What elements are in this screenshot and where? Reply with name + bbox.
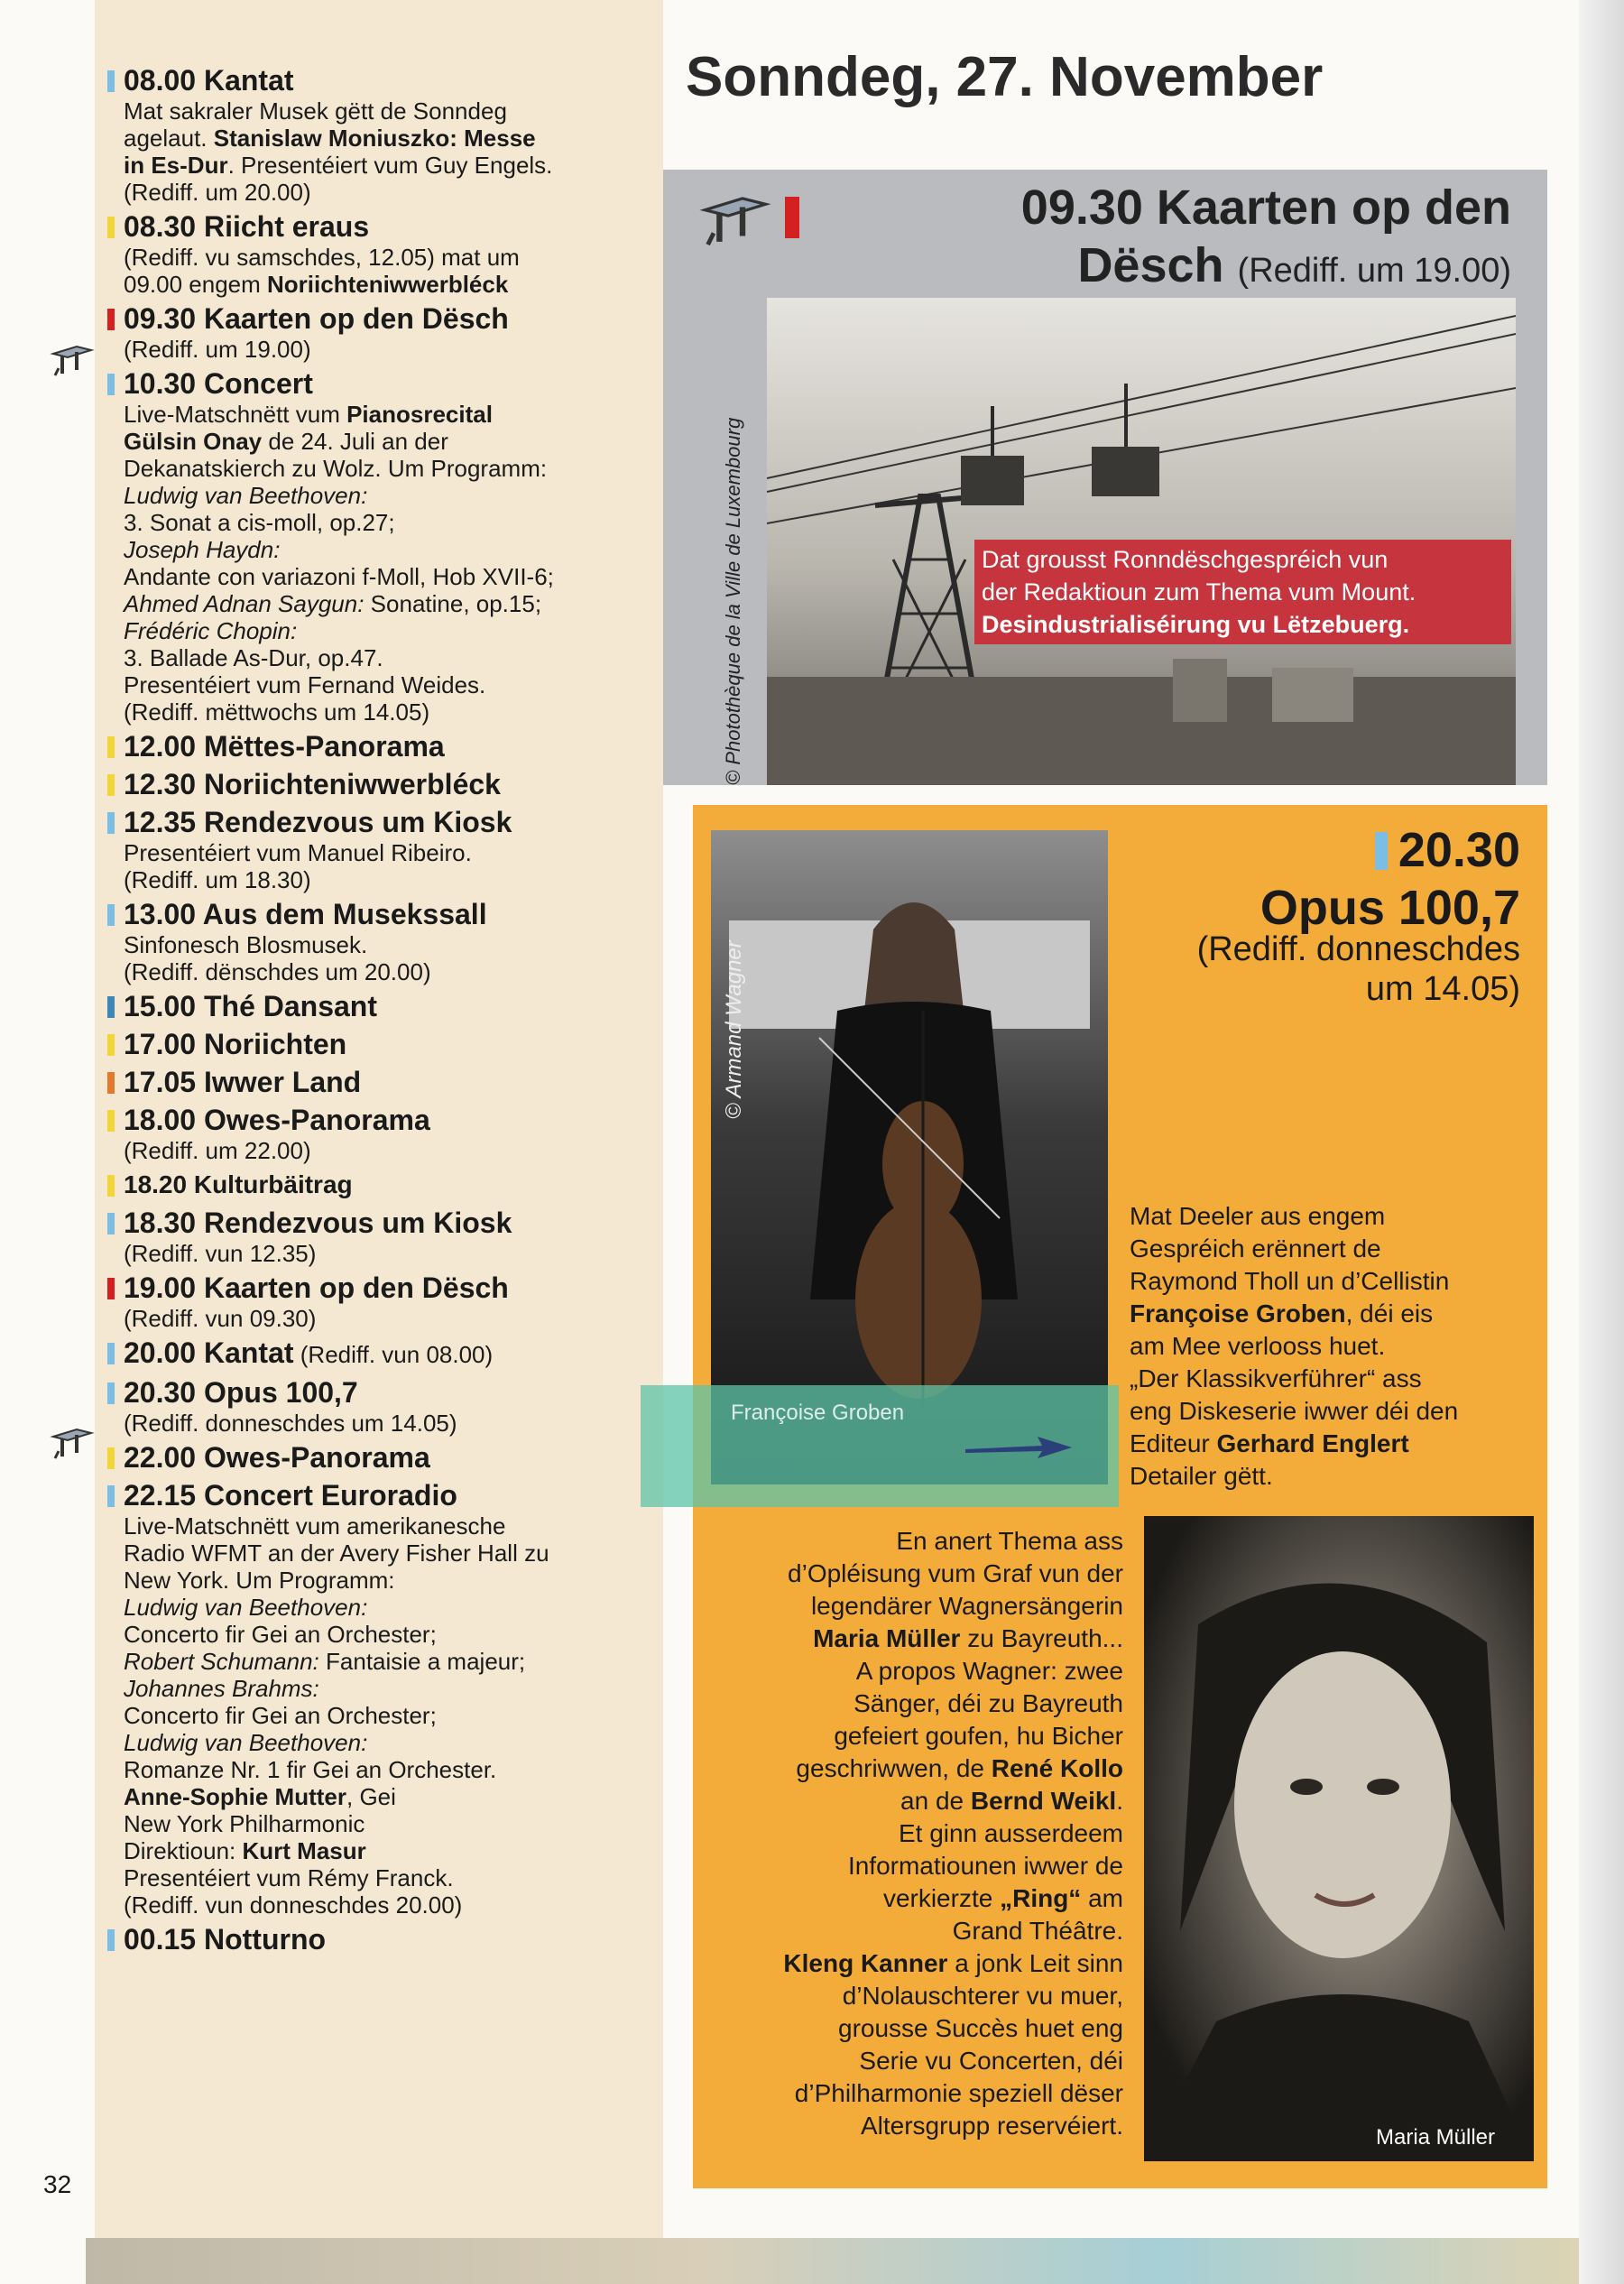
photo-credit: © Photothèque de la Ville de Luxembourg: [722, 417, 744, 785]
photo-caption: Françoise Groben: [731, 1401, 905, 1425]
entry-title: 18.00 Owes-Panorama: [124, 1104, 430, 1136]
feature-title: 09.30 Kaarten op den Dësch (Rediff. um 19.00): [1020, 180, 1511, 292]
portrait-photo: [1144, 1516, 1534, 2161]
feature-title: 20.30 Opus 100,7: [1260, 823, 1520, 935]
entry-title: 17.00 Noriichten: [124, 1028, 347, 1060]
schedule-entry: [106, 1027, 656, 1061]
arrow-icon: [965, 1435, 1074, 1460]
entry-title: 00.15 Notturno: [124, 1923, 327, 1956]
entry-description: (Rediff. um 22.00): [124, 1137, 311, 1164]
entry-description: Sinfonesch Blosmusek. (Rediff. dënschdes um 20.00): [124, 931, 431, 985]
entry-description: (Rediff. donneschdes um 14.05): [124, 1410, 457, 1437]
scan-edge: [86, 2238, 1619, 2284]
photo-credit: © Armand Wagner: [722, 940, 746, 1119]
category-marker: [107, 309, 115, 330]
schedule-entry: [106, 805, 656, 893]
category-marker: [107, 904, 115, 926]
schedule-entry: [106, 729, 656, 763]
entry-title: 19.00 Kaarten op den Dësch: [124, 1271, 509, 1304]
program-schedule: [106, 63, 656, 1960]
schedule-entry: [106, 1336, 656, 1372]
category-marker: [107, 1485, 115, 1507]
entry-title: 17.05 Iwwer Land: [124, 1066, 362, 1098]
entry-title: 12.00 Mëttes-Panorama: [124, 730, 445, 763]
entry-title: 09.30 Kaarten op den Dësch: [124, 302, 509, 335]
category-marker: [107, 1034, 115, 1056]
entry-title: 12.30 Noriichteniwwerbléck: [124, 768, 501, 800]
entry-rediff: (Rediff. vun 08.00): [293, 1341, 494, 1368]
category-marker: [107, 374, 115, 395]
category-marker: [107, 774, 115, 796]
entry-description: Live-Matschnëtt vum Pianosrecital Gülsin Onay de 24. Juli an der Dekanatskierch zu Wolz. Um Programm: Ludwig van Beethoven: 3. Sonat a cis-moll, op.27; Joseph Haydn: Andante con variazoni f-Moll, Hob XVII-6; Ahmed Adnan Saygun: Sonatine, op.15; Frédéric Chopin: 3. Ballade As-Dur, op.47. Presentéiert vum Fernand Weides. (Rediff. mëttwochs um 14.05): [124, 401, 554, 726]
entry-title: 20.00 Kantat: [124, 1336, 294, 1369]
category-marker: [107, 996, 115, 1018]
schedule-entry: [106, 989, 656, 1023]
category-marker: [107, 1110, 115, 1132]
page-edge: [1579, 0, 1624, 2284]
category-marker: [107, 1343, 115, 1364]
schedule-entry: [106, 1206, 656, 1267]
schedule-entry: [106, 366, 656, 726]
photo-caption: Dat grousst Ronndëschgespréich vun der Redaktioun zum Thema vum Mount. Desindustrialiséirung vu Lëtzebuerg.: [974, 540, 1511, 644]
schedule-entry: [106, 1168, 656, 1202]
category-marker: [107, 1929, 115, 1951]
feature-body-text: En anert Thema ass d’Opléisung vum Graf vun der legendärer Wagnersängerin Maria Müller zu Bayreuth... A propos Wagner: zwee Sänger, déi zu Bayreuth gefeiert goufen, hu Bicher geschriwwen, de René Kollo an de Bernd Weikl. Et ginn ausserdeem Informatiounen iwwer de verkierzte „Ring“ am Grand Théâtre. Kleng Kanner a jonk Leit sinn d’Nolauschterer vu muer, grousse Succès huet eng Serie vu Concerten, déi d’Philharmonie speziell dëser Altersgrupp reservéiert.: [783, 1527, 1123, 2140]
category-marker: [107, 1447, 115, 1469]
entry-description: Mat sakraler Musek gëtt de Sonndeg agelaut. Stanislaw Moniuszko: Messe in Es-Dur. Presentéiert vum Guy Engels. (Rediff. um 20.00): [124, 97, 553, 206]
category-marker: [107, 1382, 115, 1404]
photo-caption: Maria Müller: [1376, 2125, 1496, 2150]
entry-title: 12.35 Rendezvous um Kiosk: [124, 806, 512, 838]
category-marker: [107, 70, 115, 92]
schedule-entry: [106, 209, 656, 298]
page-number: 32: [43, 2170, 72, 2198]
kaarten-logo-icon: [699, 192, 771, 251]
entry-title: 18.30 Rendezvous um Kiosk: [124, 1207, 512, 1239]
category-marker: [107, 1278, 115, 1299]
kaarten-logo-icon: [50, 1426, 95, 1462]
entry-title: 22.00 Owes-Panorama: [124, 1441, 430, 1474]
entry-title: 20.30 Opus 100,7: [124, 1376, 358, 1409]
category-marker: [107, 736, 115, 758]
category-marker: [107, 1175, 115, 1197]
category-marker: [1375, 832, 1388, 870]
entry-description: (Rediff. vun 09.30): [124, 1305, 317, 1332]
schedule-entry: [106, 767, 656, 801]
category-marker: [107, 1213, 115, 1234]
schedule-entry: [106, 1065, 656, 1099]
schedule-entry: [106, 301, 656, 363]
kaarten-logo-icon: [50, 343, 95, 379]
entry-title: 18.20 Kulturbäitrag: [124, 1170, 353, 1198]
entry-description: (Rediff. vun 12.35): [124, 1240, 317, 1267]
category-marker: [107, 217, 115, 238]
entry-description: Presentéiert vum Manuel Ribeiro. (Rediff. um 18.30): [124, 839, 472, 893]
entry-title: 08.00 Kantat: [124, 64, 294, 97]
category-marker: [107, 812, 115, 834]
entry-title: 15.00 Thé Dansant: [124, 990, 377, 1022]
entry-title: 08.30 Riicht eraus: [124, 210, 370, 243]
entry-description: Live-Matschnëtt vum amerikanesche Radio WFMT an der Avery Fisher Hall zu New York. Um Programm: Ludwig van Beethoven: Concerto fir Gei an Orchester; Robert Schumann: Fantaisie a majeur; Johannes Brahms: Concerto fir Gei an Orchester; Ludwig van Beethoven: Romanze Nr. 1 fir Gei an Orchester. Anne-Sophie Mutter, Gei New York Philharmonic Direktioun: Kurt Masur Presentéiert vum Rémy Franck. (Rediff. vun donneschdes 20.00): [124, 1512, 549, 1919]
schedule-entry: [106, 1440, 656, 1475]
entry-title: 10.30 Concert: [124, 367, 313, 400]
category-marker: [785, 197, 799, 238]
entry-description: (Rediff. vu samschdes, 12.05) mat um 09.00 engem Noriichteniwwerbléck: [124, 244, 520, 298]
schedule-entry: [106, 63, 656, 206]
entry-title: 13.00 Aus dem Musekssall: [124, 898, 487, 930]
schedule-entry: [106, 1922, 656, 1956]
schedule-entry: [106, 1271, 656, 1332]
entry-title: 22.15 Concert Euroradio: [124, 1479, 457, 1512]
feature-body-text: Mat Deeler aus engem Gespréich erënnert de Raymond Tholl un d’Cellistin Françoise Groben, déi eis am Mee verlooss huet. „Der Klassikverführer“ ass eng Diskeserie iwwer déi den Editeur Gerhard Englert Detailer gëtt.: [1130, 1202, 1459, 1490]
portrait-illustration: [1144, 1516, 1534, 2161]
feature-rediff: (Rediff. donneschdes um 14.05): [1196, 930, 1520, 1008]
schedule-entry: [106, 897, 656, 985]
schedule-entry: [106, 1375, 656, 1437]
category-marker: [107, 1072, 115, 1094]
entry-description: (Rediff. um 19.00): [124, 336, 311, 363]
page-title: Sonndeg, 27. November: [686, 46, 1324, 108]
schedule-entry: [106, 1103, 656, 1164]
schedule-entry: [106, 1478, 656, 1919]
